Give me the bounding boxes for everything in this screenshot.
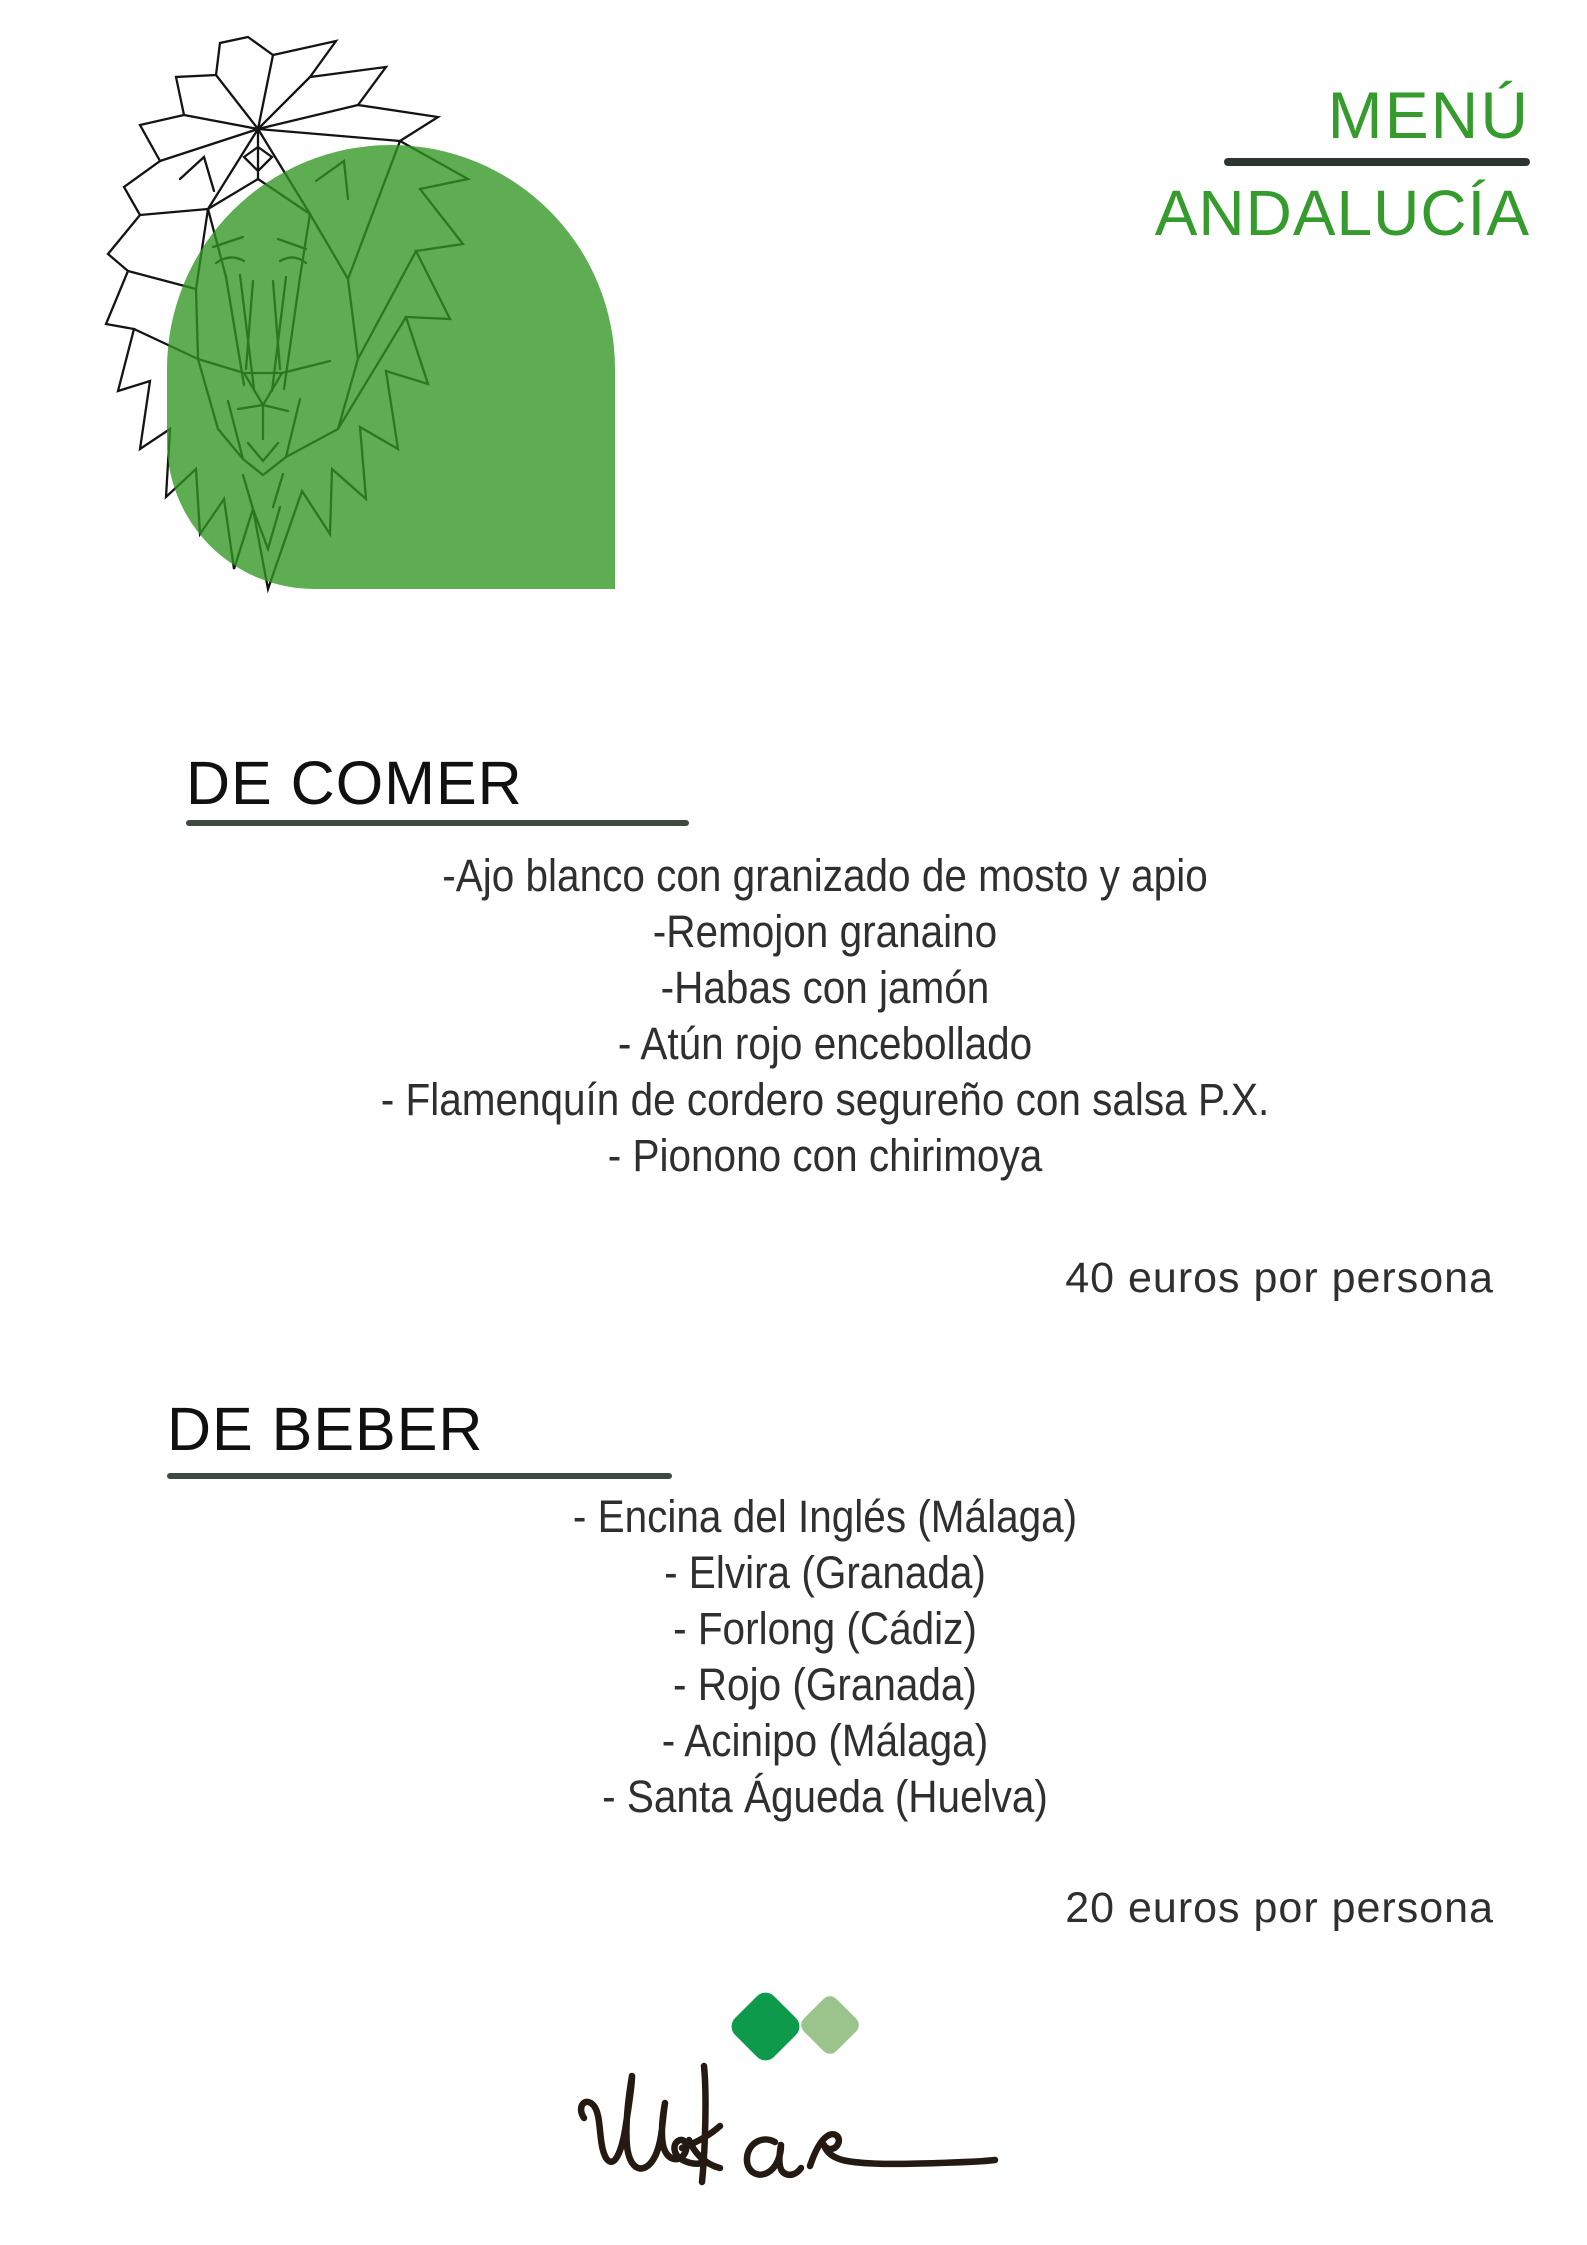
uskar-signature	[570, 2056, 1010, 2190]
food-item: - Atún rojo encebollado	[617, 1018, 1033, 1069]
food-item: -Remojon granaino	[652, 906, 998, 957]
drink-item: - Elvira (Granada)	[664, 1547, 986, 1598]
drink-item: - Encina del Inglés (Málaga)	[572, 1491, 1078, 1542]
food-item: -Habas con jamón	[660, 962, 990, 1013]
drink-item: - Santa Águeda (Huelva)	[602, 1771, 1048, 1822]
drink-item: - Rojo (Granada)	[673, 1659, 977, 1710]
drink-item: - Forlong (Cádiz)	[673, 1603, 977, 1654]
menu-title: MENÚ	[1327, 78, 1530, 152]
title-underline	[1224, 158, 1530, 166]
logo-diamond-light-icon	[797, 1992, 862, 2057]
section-heading-beber: DE BEBER	[167, 1395, 484, 1463]
section-underline-comer	[186, 820, 689, 826]
drinks-list	[227, 1489, 1424, 1825]
food-item: -Ajo blanco con granizado de mosto y apio	[442, 850, 1208, 901]
drinks-price: 20 euros por persona	[1065, 1884, 1494, 1932]
menu-title-block	[1154, 78, 1530, 249]
green-blob-shape	[167, 145, 615, 589]
drink-item: - Acinipo (Málaga)	[661, 1715, 989, 1766]
food-item: - Pionono con chirimoya	[607, 1130, 1043, 1181]
logo-diamond-dark-icon	[727, 1988, 805, 2066]
food-price: 40 euros por persona	[1065, 1254, 1494, 1302]
food-item: - Flamenquín de cordero segureño con salsa P.X.	[380, 1074, 1270, 1125]
menu-subtitle: ANDALUCÍA	[1154, 177, 1530, 249]
food-list	[227, 848, 1424, 1184]
section-heading-comer: DE COMER	[186, 749, 523, 817]
brand-name	[0, 0, 1, 1]
section-underline-beber	[167, 1473, 672, 1479]
